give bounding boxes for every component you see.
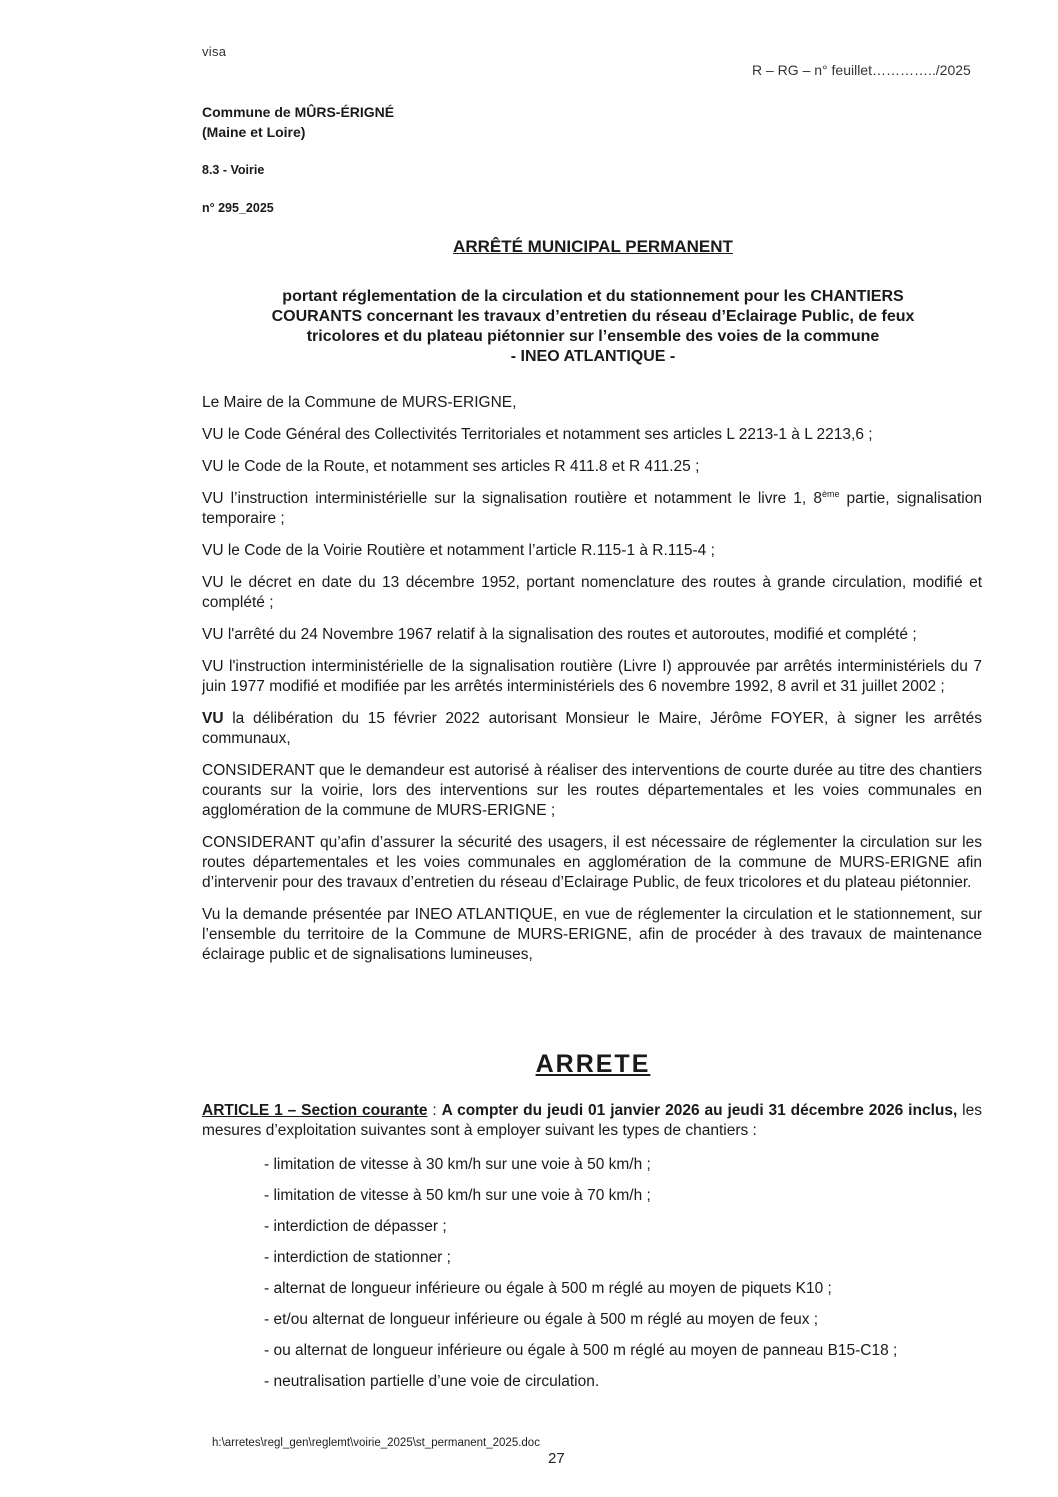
list-item: - interdiction de dépasser ;: [264, 1218, 447, 1235]
arrete-heading: ARRETE: [535, 1050, 651, 1078]
section-code: 8.3 - Voirie: [202, 163, 265, 177]
page-number: 27: [548, 1450, 565, 1467]
vu-text: VU l’instruction interministérielle sur la signalisation routière et notamment le livre 1, 8: [202, 490, 822, 507]
commune-department: (Maine et Loire): [202, 124, 306, 140]
request-clause: Vu la demande présentée par INEO ATLANTIQUE, en vue de réglementer la circulation et le stationnement, sur l’ensemble du territoire de la Commune de MURS-ERIGNE, afin de procéder à des travaux de maintenance éclairage public et de signalisations lumineuses,: [202, 906, 982, 963]
article-heading: ARTICLE 1 – Section courante: [202, 1102, 428, 1119]
subtitle-line: COURANTS concernant les travaux d’entretien du réseau d’Eclairage Public, de feux: [271, 308, 915, 325]
list-item: - limitation de vitesse à 50 km/h sur une voie à 70 km/h ;: [264, 1187, 651, 1204]
list-item: - et/ou alternat de longueur inférieure ou égale à 500 m réglé au moyen de feux ;: [264, 1311, 819, 1328]
document-subtitle: [212, 287, 974, 367]
vu-clause: VU le Code de la Route, et notamment ses articles R 411.8 et R 411.25 ;: [202, 458, 700, 475]
file-path: h:\arretes\regl_gen\reglemt\voirie_2025\st_permanent_2025.doc: [212, 1437, 540, 1449]
vu-clause: VU le Code de la Voirie Routière et notamment l’article R.115-1 à R.115-4 ;: [202, 542, 715, 559]
vu-clause: VU le Code Général des Collectivités Territoriales et notamment ses articles L 2213-1 à L 2213,6 ;: [202, 426, 873, 443]
vu-clause: [202, 709, 982, 749]
sheet-reference: R – RG – n° feuillet…………../2025: [752, 62, 971, 78]
separator: :: [427, 1102, 442, 1119]
subtitle-line: portant réglementation de la circulation et du stationnement pour les CHANTIERS: [282, 288, 904, 305]
preamble-intro: Le Maire de la Commune de MURS-ERIGNE,: [202, 394, 517, 411]
vu-clause: [202, 489, 982, 529]
article-1: [202, 1101, 982, 1141]
measures-list: [264, 1155, 982, 1403]
vu-clause: VU le décret en date du 13 décembre 1952, portant nomenclature des routes à grande circulation, modifié et complété ;: [202, 574, 982, 611]
superscript: ème: [821, 489, 840, 499]
commune-name: Commune de MÛRS-ÉRIGNÉ: [202, 104, 395, 120]
list-item: - alternat de longueur inférieure ou égale à 500 m réglé au moyen de piquets K10 ;: [264, 1280, 832, 1297]
list-item: - neutralisation partielle d’une voie de circulation.: [264, 1373, 600, 1390]
considerant-clause: CONSIDERANT qu’afin d’assurer la sécurité des usagers, il est nécessaire de réglementer la circulation sur les routes départementales et les voies communales en agglomération de la commune de MURS-ERIGNE afin d’intervenir pour des travaux d’entretien du réseau d’Eclairage Public, de feux tricolores et du plateau piétonnier.: [202, 834, 982, 891]
visa-label: visa: [202, 44, 227, 59]
considerant-clause: CONSIDERANT que le demandeur est autorisé à réaliser des interventions de courte durée au titre des chantiers courants sur la voirie, lors des interventions sur les routes départementales et les voies communales en agglomération de la commune de MURS-ERIGNE ;: [202, 762, 982, 819]
vu-text: la délibération du 15 février 2022 autorisant Monsieur le Maire, Jérôme FOYER, à signer les arrêtés communaux,: [202, 710, 982, 747]
list-item: - ou alternat de longueur inférieure ou égale à 500 m réglé au moyen de panneau B15-C18 ;: [264, 1342, 898, 1359]
list-item: - interdiction de stationner ;: [264, 1249, 451, 1266]
article-text: les mesures d’exploitation suivantes sont à employer suivant les types de chantiers :: [202, 1102, 982, 1139]
decree-number: n° 295_2025: [202, 201, 274, 215]
commune-block: [202, 102, 394, 142]
subtitle-line: tricolores et du plateau piétonnier sur l’ensemble des voies de la commune: [306, 328, 880, 345]
vu-text: partie, signalisation temporaire ;: [202, 490, 982, 527]
subtitle-company: - INEO ATLANTIQUE -: [510, 348, 676, 365]
preamble: [202, 393, 982, 965]
document-title: ARRÊTÉ MUNICIPAL PERMANENT: [453, 237, 733, 256]
list-item: - limitation de vitesse à 30 km/h sur une voie à 50 km/h ;: [264, 1156, 651, 1173]
vu-clause: VU l'instruction interministérielle de la signalisation routière (Livre I) approuvée par arrêtés interministériels du 7 juin 1977 modifié et modifiée par les arrêtés interministériels des 6 novembre 1992, 8 avril et 31 juillet 2002 ;: [202, 658, 982, 695]
vu-keyword: VU: [202, 710, 224, 727]
vu-clause: VU l'arrêté du 24 Novembre 1967 relatif à la signalisation des routes et autoroutes, modifié et complété ;: [202, 626, 917, 643]
article-dates: A compter du jeudi 01 janvier 2026 au jeudi 31 décembre 2026 inclus,: [441, 1102, 958, 1119]
